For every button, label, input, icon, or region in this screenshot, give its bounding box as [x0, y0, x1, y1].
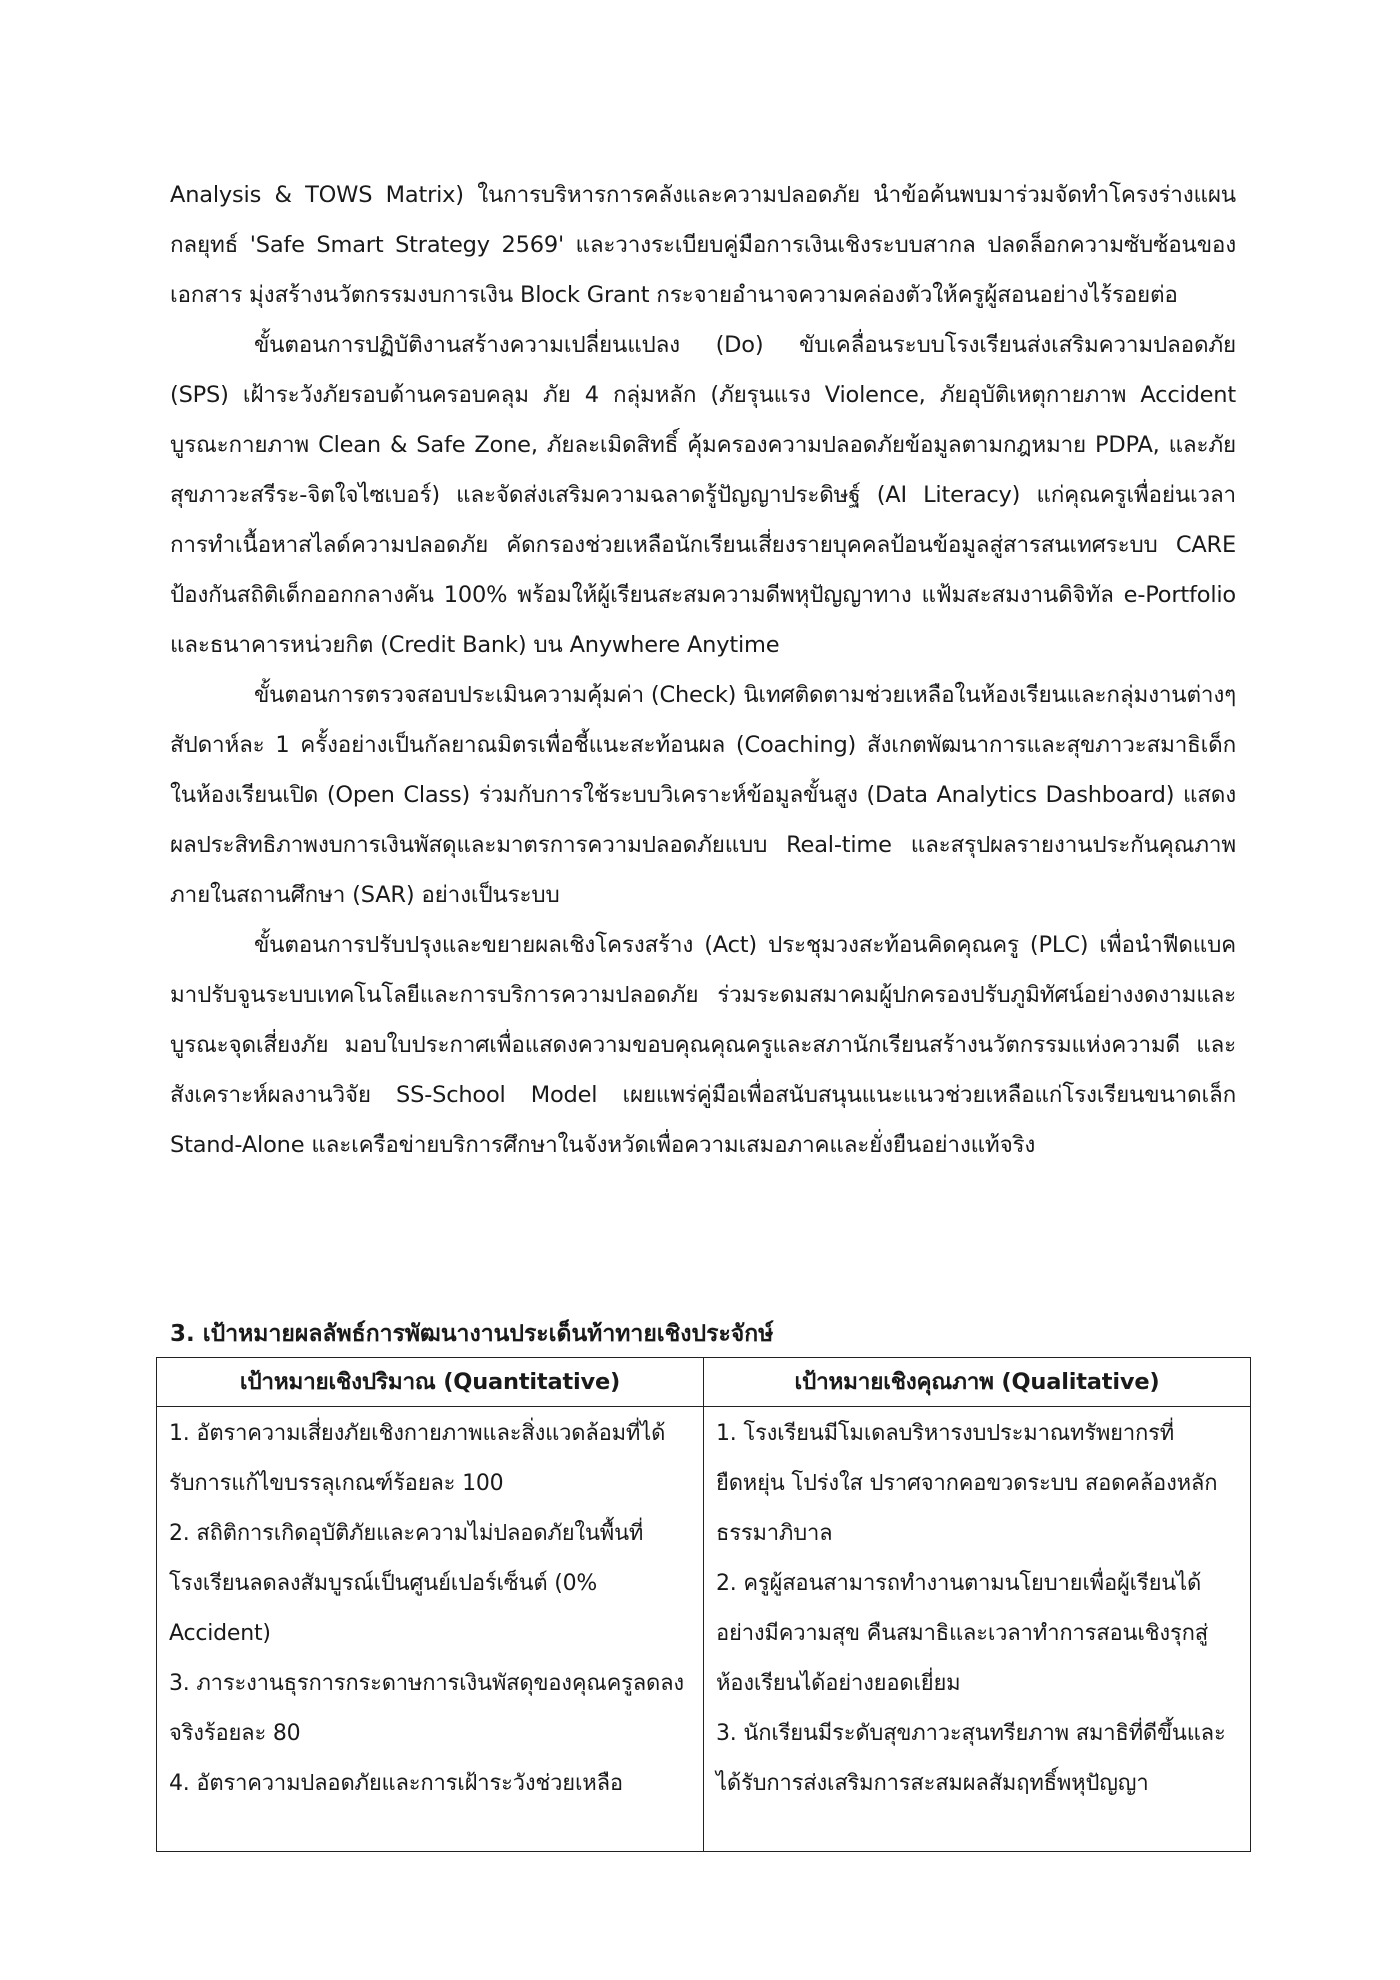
qualitative-item: 3. นักเรียนมีระดับสุขภาวะสุนทรียภาพ สมาธิที่ดีขึ้นและได้รับการส่งเสริมการสะสมผลสัมฤทธิ์พหุปัญญา	[716, 1721, 1226, 1796]
qualitative-cell	[704, 1407, 1251, 1852]
goals-table	[156, 1357, 1251, 1852]
quantitative-cell	[157, 1407, 704, 1852]
quantitative-item: 3. ภาระงานธุรการกระดาษการเงินพัสดุของคุณครูลดลงจริงร้อยละ 80	[169, 1671, 684, 1746]
qualitative-item: 1. โรงเรียนมีโมเดลบริหารงบประมาณทรัพยากรที่ยืดหยุ่น โปร่งใส ปราศจากคอขวดระบบ สอดคล้องหลักธรรมาภิบาล	[716, 1421, 1218, 1546]
paragraph-check-step: ขั้นตอนการตรวจสอบประเมินความคุ้มค่า (Check) นิเทศติดตามช่วยเหลือในห้องเรียนและกลุ่มงานต่างๆ สัปดาห์ละ 1 ครั้งอย่างเป็นกัลยาณมิตรเพื่อชี้แนะสะท้อนผล (Coaching) สังเกตพัฒนาการและสุขภาวะสมาธิเด็กในห้องเรียนเปิด (Open Class) ร่วมกับการใช้ระบบวิเคราะห์ข้อมูลขั้นสูง (Data Analytics Dashboard) แสดงผลประสิทธิภาพงบการเงินพัสดุและมาตรการความปลอดภัยแบบ Real-time และสรุปผลรายงานประกันคุณภาพภายในสถานศึกษา (SAR) อย่างเป็นระบบ	[170, 682, 1236, 908]
paragraph-do-step: ขั้นตอนการปฏิบัติงานสร้างความเปลี่ยนแปลง (Do) ขับเคลื่อนระบบโรงเรียนส่งเสริมความปลอดภัย (SPS) เฝ้าระวังภัยรอบด้านครอบคลุม ภัย 4 กลุ่มหลัก (ภัยรุนแรง Violence, ภัยอุบัติเหตุกายภาพ Accident บูรณะกายภาพ Clean & Safe Zone, ภัยละเมิดสิทธิ์ คุ้มครองความปลอดภัยข้อมูลตามกฎหมาย PDPA, และภัยสุขภาวะสรีระ-จิตใจไซเบอร์) และจัดส่งเสริมความฉลาดรู้ปัญญาประดิษฐ์ (AI Literacy) แก่คุณครูเพื่อย่นเวลาการทำเนื้อหาสไลด์ความปลอดภัย คัดกรองช่วยเหลือนักเรียนเสี่ยงรายบุคคลป้อนข้อมูลสู่สารสนเทศระบบ CARE ป้องกันสถิติเด็กออกกลางคัน 100% พร้อมให้ผู้เรียนสะสมความดีพหุปัญญาทาง แฟ้มสะสมงานดิจิทัล e-Portfolio และธนาคารหน่วยกิต (Credit Bank) บน Anywhere Anytime	[170, 332, 1236, 658]
header-qualitative: เป้าหมายเชิงคุณภาพ (Qualitative)	[704, 1358, 1251, 1407]
section-title: 3. เป้าหมายผลลัพธ์การพัฒนางานประเด็นท้าทายเชิงประจักษ์	[170, 1321, 774, 1347]
paragraph-plan-continuation: Analysis & TOWS Matrix) ในการบริหารการคลังและความปลอดภัย นำข้อค้นพบมาร่วมจัดทำโครงร่างแผนกลยุทธ์ 'Safe Smart Strategy 2569' และวางระเบียบคู่มือการเงินเชิงระบบสากล ปลดล็อกความซับซ้อนของเอกสาร มุ่งสร้างนวัตกรรมงบการเงิน Block Grant กระจายอำนาจความคล่องตัวให้ครูผู้สอนอย่างไร้รอยต่อ	[170, 182, 1236, 308]
quantitative-item: 2. สถิติการเกิดอุบัติภัยและความไม่ปลอดภัยในพื้นที่โรงเรียนลดลงสัมบูรณ์เป็นศูนย์เปอร์เซ็นต์ (0% Accident)	[169, 1521, 644, 1646]
qualitative-item: 2. ครูผู้สอนสามารถทำงานตามนโยบายเพื่อผู้เรียนได้อย่างมีความสุข คืนสมาธิและเวลาทำการสอนเชิงรุกสู่ห้องเรียนได้อย่างยอดเยี่ยม	[716, 1571, 1208, 1696]
body-text	[170, 170, 1236, 1170]
quantitative-item: 4. อัตราความปลอดภัยและการเฝ้าระวังช่วยเหลือ	[169, 1771, 623, 1796]
table-row	[157, 1407, 1251, 1852]
quantitative-item: 1. อัตราความเสี่ยงภัยเชิงกายภาพและสิ่งแวดล้อมที่ได้รับการแก้ไขบรรลุเกณฑ์ร้อยละ 100	[169, 1421, 666, 1496]
table-header-row	[157, 1358, 1251, 1407]
header-quantitative: เป้าหมายเชิงปริมาณ (Quantitative)	[157, 1358, 704, 1407]
paragraph-act-step: ขั้นตอนการปรับปรุงและขยายผลเชิงโครงสร้าง (Act) ประชุมวงสะท้อนคิดคุณครู (PLC) เพื่อนำฟีดแบคมาปรับจูนระบบเทคโนโลยีและการบริการความปลอดภัย ร่วมระดมสมาคมผู้ปกครองปรับภูมิทัศน์อย่างงดงามและบูรณะจุดเสี่ยงภัย มอบใบประกาศเพื่อแสดงความขอบคุณคุณครูและสภานักเรียนสร้างนวัตกรรมแห่งความดี และสังเคราะห์ผลงานวิจัย SS-School Model เผยแพร่คู่มือเพื่อสนับสนุนแนะแนวช่วยเหลือแก่โรงเรียนขนาดเล็ก Stand-Alone และเครือข่ายบริการศึกษาในจังหวัดเพื่อความเสมอภาคและยั่งยืนอย่างแท้จริง	[170, 932, 1236, 1158]
